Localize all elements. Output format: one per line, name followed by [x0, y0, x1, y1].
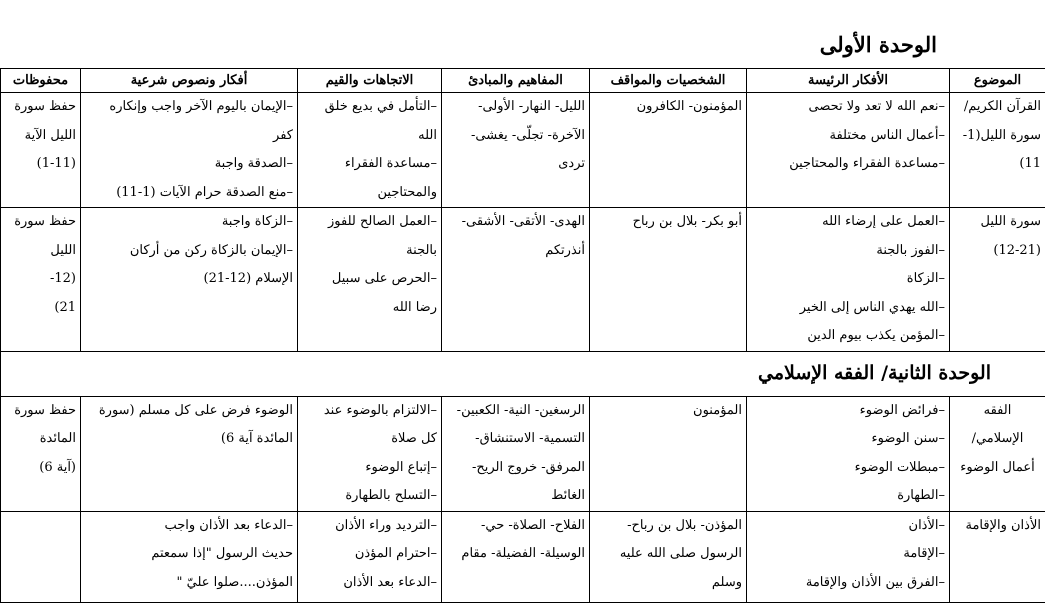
- cell-values: –التأمل في بديع خلق الله –مساعدة الفقراء والمحتاجين: [298, 93, 442, 208]
- table-row: [1, 208, 1045, 352]
- header-concepts: المفاهيم والمبادئ: [442, 69, 590, 93]
- header-memorization: محفوظات: [1, 69, 81, 93]
- cell-concepts: الليل- النهار- الأولى- الآخرة- تجلّى- يغشى- تردى: [442, 93, 590, 208]
- cell-values: –الالتزام بالوضوء عند كل صلاة –إتباع الوضوء –التسلح بالطهارة: [298, 396, 442, 511]
- cell-memorization: حفظ سورة المائدة (آية 6): [1, 396, 81, 511]
- header-row: [1, 69, 1045, 93]
- table-row: [1, 93, 1045, 208]
- cell-topic: الأذان والإقامة: [950, 511, 1045, 602]
- cell-memorization: [1, 511, 81, 602]
- cell-persons: المؤذن- بلال بن رباح- الرسول صلى الله عليه وسلم: [590, 511, 747, 602]
- cell-main-ideas: –الأذان –الإقامة –الفرق بين الأذان والإقامة: [747, 511, 950, 602]
- cell-texts: –الزكاة واجبة –الإيمان بالزكاة ركن من أركان الإسلام (12-21): [81, 208, 298, 352]
- cell-texts: الوضوء فرض على كل مسلم (سورة المائدة آية 6): [81, 396, 298, 511]
- header-topic: الموضوع: [950, 69, 1045, 93]
- cell-main-ideas: –العمل على إرضاء الله –الفوز بالجنة –الزكاة –الله يهدي الناس إلى الخير –المؤمن يكذب بيوم الدين: [747, 208, 950, 352]
- cell-values: –الترديد وراء الأذان –احترام المؤذن –الدعاء بعد الأذان: [298, 511, 442, 602]
- header-persons: الشخصيات والمواقف: [590, 69, 747, 93]
- cell-main-ideas: –نعم الله لا تعد ولا تحصى –أعمال الناس مختلفة –مساعدة الفقراء والمحتاجين: [747, 93, 950, 208]
- cell-topic: القرآن الكريم/ سورة الليل(1- 11): [950, 93, 1045, 208]
- unit-2-heading: الوحدة الثانية/ الفقه الإسلامي: [758, 360, 991, 386]
- cell-texts: –الإيمان باليوم الآخر واجب وإنكاره كفر –الصدقة واجبة –منع الصدقة حرام الآيات (1-11): [81, 93, 298, 208]
- header-texts: أفكار ونصوص شرعية: [81, 69, 298, 93]
- cell-topic: سورة الليل (12-21): [950, 208, 1045, 352]
- cell-concepts: الفلاح- الصلاة- حي- الوسيلة- الفضيلة- مقام: [442, 511, 590, 602]
- cell-memorization: حفظ سورة الليل (12- 21): [1, 208, 81, 352]
- cell-persons: المؤمنون- الكافرون: [590, 93, 747, 208]
- table-row: [1, 511, 1045, 602]
- cell-memorization: حفظ سورة الليل الآية (1-11): [1, 93, 81, 208]
- cell-main-ideas: –فرائض الوضوء –سنن الوضوء –مبطلات الوضوء –الطهارة: [747, 396, 950, 511]
- header-values: الاتجاهات والقيم: [298, 69, 442, 93]
- cell-texts: –الدعاء بعد الأذان واجب حديث الرسول "إذا سمعتم المؤذن....صلوا عليّ ": [81, 511, 298, 602]
- cell-values: –العمل الصالح للفوز بالجنة –الحرص على سبيل رضا الله: [298, 208, 442, 352]
- cell-concepts: الرسغين- النية- الكعبين- التسمية- الاستنشاق- المرفق- خروج الريح- الغائط: [442, 396, 590, 511]
- curriculum-table: [0, 68, 1045, 603]
- header-main-ideas: الأفكار الرئيسة: [747, 69, 950, 93]
- cell-persons: أبو بكر- بلال بن رباح: [590, 208, 747, 352]
- unit-2-row: [1, 351, 1045, 396]
- cell-topic: الفقه الإسلامي/ أعمال الوضوء: [950, 396, 1045, 511]
- unit-1-heading: الوحدة الأولى: [820, 32, 937, 57]
- cell-persons: المؤمنون: [590, 396, 747, 511]
- table-row: [1, 396, 1045, 511]
- cell-concepts: الهدى- الأتقى- الأشقى- أنذرتكم: [442, 208, 590, 352]
